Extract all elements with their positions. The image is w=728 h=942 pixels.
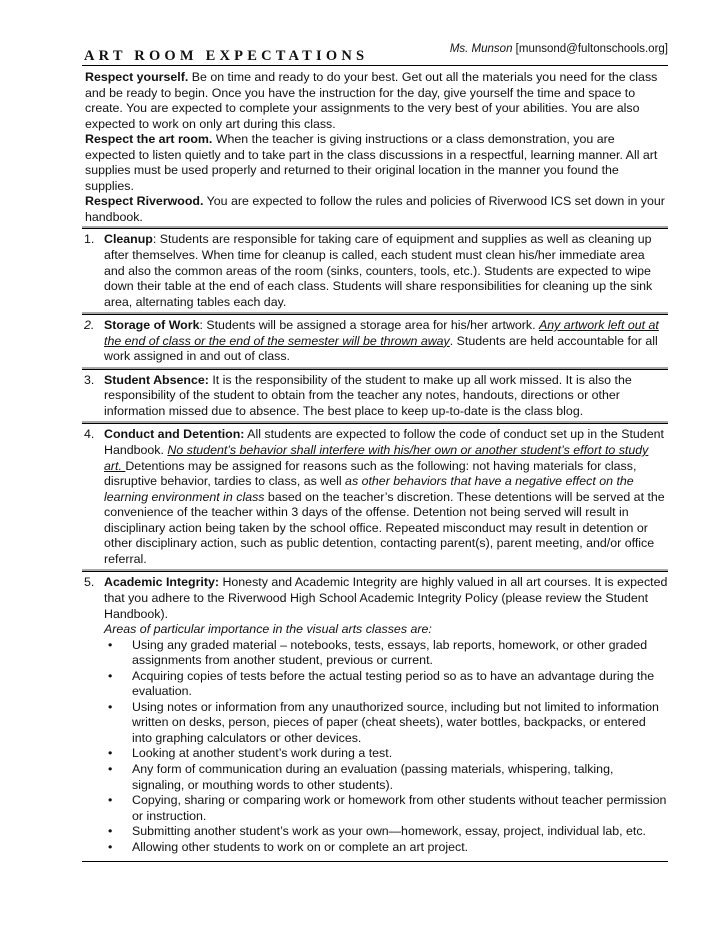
list-item: • Allowing other students to work on or complete an art project. [104, 840, 668, 856]
storage-warning: Any artwork left out at the end of class or the end of the semester will be thrown away [104, 318, 659, 348]
bullet-icon: • [108, 746, 113, 761]
bullet-icon: • [108, 839, 113, 854]
section-academic-integrity: 5. Academic Integrity: Honesty and Academic Integrity are highly valued in all art courses. It is expected that you adhere to the Riverwood High School Academic Integrity Policy (please review the Student Handbook). Areas of particular importance in the visual arts classes are: • Using any graded material – notebooks, tests, essays, lab reports, homework, or other graded assignments from another student, previous or current. • Acquiring copies of tests before the actual testing period so as to have an advantage during the evaluation. • Using notes or information from any unauthorized source, including but not limited to information written on desks, person, pieces of paper (cheat sheets), water bottles, backpacks, or entered into graphing calculators or other devices. • Looking at another student’s work during a test. • Any form of communication during an evaluation (passing materials, whispering, talking, signaling, or mouthing words to other students). • Copying, sharing or comparing work or homework from other students without teacher permission or instruction. • Submitting another student’s work as your own—homework, essay, project, individual lab, etc. • Allowing other students to work on or complete an art project. [82, 571, 668, 859]
page-title: ART ROOM EXPECTATIONS [84, 48, 369, 64]
section-number: 1. [84, 232, 95, 247]
teacher-email: [munsond@fultonschools.org] [515, 43, 668, 55]
bullet-icon: • [108, 668, 113, 683]
section-heading: Cleanup [104, 232, 153, 247]
section-conduct-detention: 4. Conduct and Detention: All students are expected to follow the code of conduct set up in the Student Handbook. No student’s behavior shall interfere with his/her own or another student’s effort to study art. Detentions may be assigned for reasons such as the following: not having materials for class, disruptive behavior, tardies to class, as well as other behaviors that have a negative effect on the learning environment in class based on the teacher’s discretion. These detentions will be served at the convenience of the teacher within 3 days of the offense. Detention not being served will result in disciplinary action being taken by the school office. Repeated misconduct may result in detention or other disciplinary action, such as public detention, contacting parent(s), parent meeting, and/or office referral. [82, 423, 668, 571]
section-number: 4. [84, 427, 95, 442]
document-header [82, 40, 668, 66]
areas-label: Areas of particular importance in the visual arts classes are: [104, 622, 432, 637]
list-item: • Acquiring copies of tests before the actual testing period so as to have an advantage during the evaluation. [104, 669, 668, 700]
section-cleanup: 1. Cleanup: Students are responsible for taking care of equipment and supplies as well as cleaning up after themselves. When time for cleanup is called, each student must clean his/her immediate area and also the common areas of the room (sinks, counters, tools, etc.). Students are expected to wipe down their table at the end of each class. Students will share responsibilities for cleaning up the sink area, alternating tables each day. [82, 228, 668, 314]
teacher-contact [450, 43, 668, 55]
list-item: • Copying, sharing or comparing work or homework from other students without teacher permission or instruction. [104, 793, 668, 824]
list-item: • Using any graded material – notebooks, tests, essays, lab reports, homework, or other graded assignments from another student, previous or current. [104, 638, 668, 669]
list-item: • Any form of communication during an evaluation (passing materials, whispering, talking, signaling, or mouthing words to other students). [104, 762, 668, 793]
bullet-icon: • [108, 699, 113, 714]
teacher-name: Ms. Munson [449, 43, 513, 55]
section-heading: Conduct and Detention: [104, 427, 245, 442]
bullet-icon: • [108, 637, 113, 652]
bullet-icon: • [108, 793, 113, 808]
conduct-rule: No student’s behavior shall interfere with his/her own or another student’s effort to study art. [104, 443, 649, 473]
document-page [82, 40, 668, 862]
section-number: 3. [84, 372, 95, 387]
list-item: • Submitting another student’s work as your own—homework, essay, project, individual lab, etc. [104, 824, 668, 840]
section-number: 5. [84, 575, 95, 590]
bullet-icon: • [108, 761, 113, 776]
section-student-absence: 3. Student Absence: It is the responsibility of the student to make up all work missed. It is also the responsibility of the student to obtain from the teacher any notes, handouts, directions or other information missed due to absence. The best place to keep up-to-date is the class blog. [82, 369, 668, 424]
list-item: • Looking at another student’s work during a test. [104, 746, 668, 762]
section-heading: Academic Integrity: [104, 575, 219, 590]
intro-section [82, 66, 668, 228]
intro-respect-yourself: Respect yourself. Be on time and ready to do your best. Get out all the materials you need for the class and be ready to begin. Once you have the instruction for the day, give yourself the time and space to create. You are expected to complete your assignments to the very best of your abilities. You are also expected to work on only art during this class. [85, 70, 658, 131]
section-number: 2. [84, 318, 95, 333]
bullet-icon: • [108, 824, 113, 839]
intro-respect-art-room: Respect the art room. When the teacher is giving instructions or a class demonstration, you are expected to listen quietly and to take part in the class discussions in a respectful, learning manner. All art supplies must be used properly and returned to their original location in the manner you found the supplies. [85, 132, 658, 193]
integrity-bullet-list [104, 638, 668, 856]
list-item: • Using notes or information from any unauthorized source, including but not limited to information written on desks, person, pieces of paper (cheat sheets), water bottles, backpacks, or entered into graphing calculators or other devices. [104, 700, 668, 747]
section-heading: Storage of Work [104, 318, 200, 333]
section-heading: Student Absence: [104, 372, 209, 387]
bottom-rule [82, 861, 668, 862]
section-storage-of-work: 2. Storage of Work: Students will be assigned a storage area for his/her artwork. Any artwork left out at the end of class or the end of the semester will be thrown away. Students are held accountable for all work assigned in and out of class. [82, 314, 668, 369]
intro-respect-riverwood: Respect Riverwood. You are expected to follow the rules and policies of Riverwood ICS set down in your handbook. [85, 194, 665, 224]
